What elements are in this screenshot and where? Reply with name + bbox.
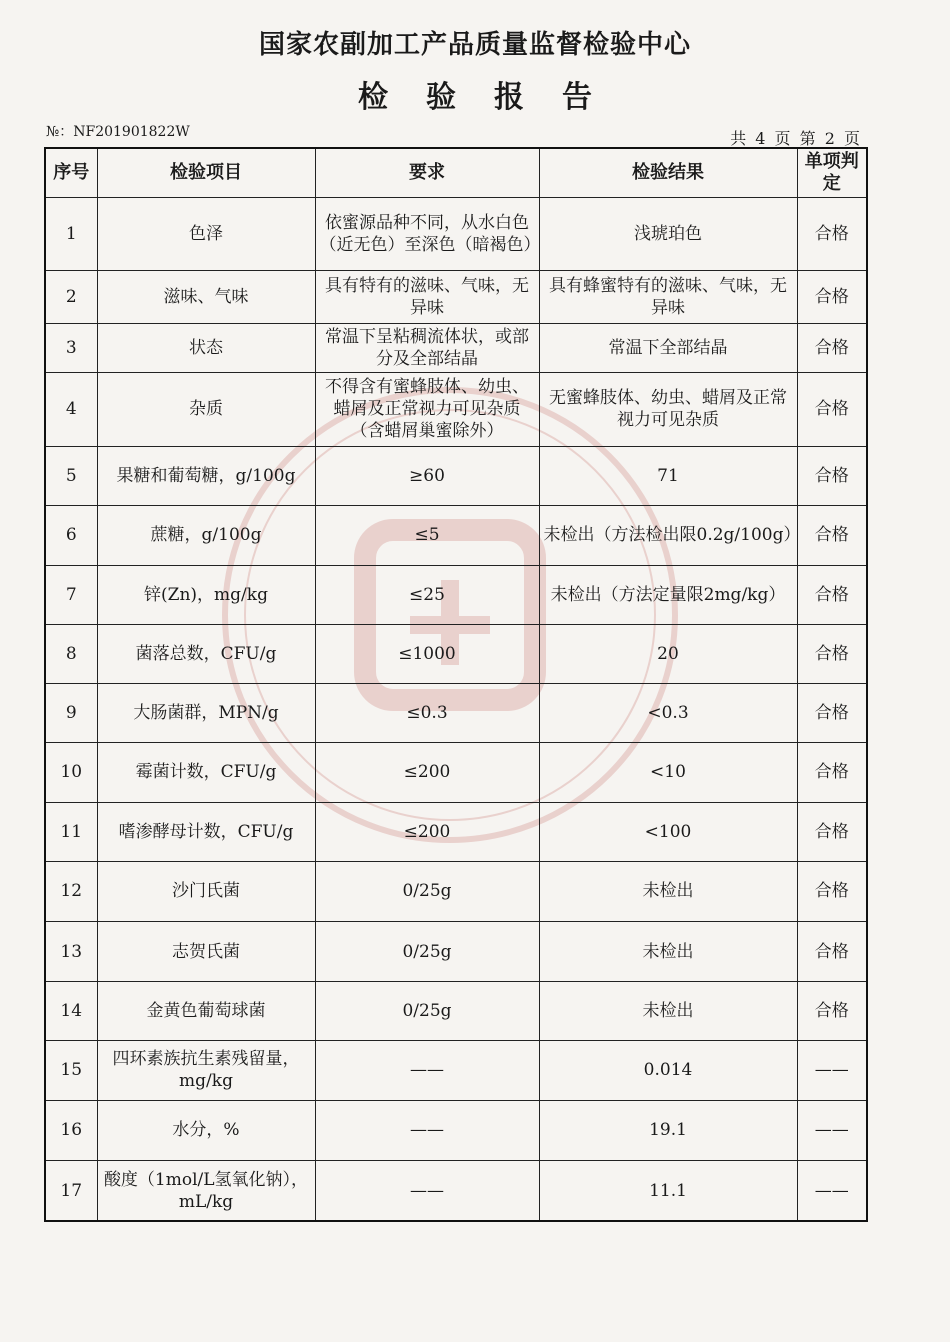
row-requirement: ≥60 bbox=[315, 447, 539, 506]
row-item: 杂质 bbox=[97, 372, 315, 446]
table-row bbox=[45, 565, 867, 624]
row-verdict: 合格 bbox=[797, 323, 867, 372]
row-item: 锌(Zn)，mg/kg bbox=[97, 565, 315, 624]
row-verdict: 合格 bbox=[797, 271, 867, 323]
row-result: 未检出 bbox=[539, 861, 797, 921]
row-verdict: 合格 bbox=[797, 198, 867, 271]
report-title: 检验报告 bbox=[358, 80, 630, 115]
inspection-results-table bbox=[44, 147, 868, 1222]
table-row bbox=[45, 447, 867, 506]
row-item: 沙门氏菌 bbox=[97, 861, 315, 921]
table-row bbox=[45, 1040, 867, 1100]
row-verdict: 合格 bbox=[797, 861, 867, 921]
row-seq: 10 bbox=[45, 743, 97, 802]
column-header-seq: 序号 bbox=[45, 148, 97, 198]
row-result: 无蜜蜂肢体、幼虫、蜡屑及正常视力可见杂质 bbox=[539, 372, 797, 446]
row-result: 20 bbox=[539, 624, 797, 683]
table-row bbox=[45, 802, 867, 861]
table-body bbox=[45, 198, 867, 1222]
row-seq: 15 bbox=[45, 1040, 97, 1100]
row-verdict: 合格 bbox=[797, 447, 867, 506]
row-item: 状态 bbox=[97, 323, 315, 372]
row-seq: 6 bbox=[45, 506, 97, 565]
row-verdict: 合格 bbox=[797, 506, 867, 565]
org-title: 国家农副加工产品质量监督检验中心 bbox=[258, 30, 691, 60]
page-indicator: 共 4 页 第 2 页 bbox=[730, 129, 862, 148]
row-result: 未检出（方法定量限2mg/kg） bbox=[539, 565, 797, 624]
table-row bbox=[45, 1100, 867, 1160]
row-requirement: 依蜜源品种不同，从水白色（近无色）至深色（暗褐色） bbox=[315, 198, 539, 271]
row-seq: 5 bbox=[45, 447, 97, 506]
row-item: 菌落总数，CFU/g bbox=[97, 624, 315, 683]
row-verdict: —— bbox=[797, 1040, 867, 1100]
row-requirement: 0/25g bbox=[315, 922, 539, 982]
table-row bbox=[45, 372, 867, 446]
report-number: №：NF201901822W bbox=[46, 124, 190, 140]
row-requirement: —— bbox=[315, 1161, 539, 1221]
table-row bbox=[45, 323, 867, 372]
row-requirement: 0/25g bbox=[315, 982, 539, 1040]
row-verdict: —— bbox=[797, 1161, 867, 1221]
row-item: 蔗糖，g/100g bbox=[97, 506, 315, 565]
row-result: 71 bbox=[539, 447, 797, 506]
table-row bbox=[45, 922, 867, 982]
row-item: 四环素族抗生素残留量，mg/kg bbox=[97, 1040, 315, 1100]
row-result: <100 bbox=[539, 802, 797, 861]
row-item: 色泽 bbox=[97, 198, 315, 271]
row-result: 未检出 bbox=[539, 982, 797, 1040]
row-result: 19.1 bbox=[539, 1100, 797, 1160]
row-seq: 8 bbox=[45, 624, 97, 683]
row-seq: 11 bbox=[45, 802, 97, 861]
table-row bbox=[45, 684, 867, 743]
row-verdict: 合格 bbox=[797, 624, 867, 683]
row-verdict: 合格 bbox=[797, 922, 867, 982]
row-requirement: 0/25g bbox=[315, 861, 539, 921]
row-seq: 1 bbox=[45, 198, 97, 271]
table-row bbox=[45, 743, 867, 802]
row-verdict: 合格 bbox=[797, 982, 867, 1040]
row-result: 11.1 bbox=[539, 1161, 797, 1221]
row-verdict: 合格 bbox=[797, 684, 867, 743]
row-result: 具有蜂蜜特有的滋味、气味，无异味 bbox=[539, 271, 797, 323]
row-seq: 12 bbox=[45, 861, 97, 921]
row-requirement: ≤5 bbox=[315, 506, 539, 565]
row-verdict: 合格 bbox=[797, 743, 867, 802]
row-seq: 2 bbox=[45, 271, 97, 323]
table-row bbox=[45, 982, 867, 1040]
table-row bbox=[45, 506, 867, 565]
row-seq: 7 bbox=[45, 565, 97, 624]
row-verdict: 合格 bbox=[797, 802, 867, 861]
row-result: <0.3 bbox=[539, 684, 797, 743]
column-header-requirement: 要求 bbox=[315, 148, 539, 198]
row-seq: 13 bbox=[45, 922, 97, 982]
row-requirement: —— bbox=[315, 1040, 539, 1100]
table-header-row bbox=[45, 148, 867, 198]
table-row bbox=[45, 1161, 867, 1221]
column-header-result: 检验结果 bbox=[539, 148, 797, 198]
row-seq: 14 bbox=[45, 982, 97, 1040]
column-header-verdict: 单项判定 bbox=[797, 148, 867, 198]
table-row bbox=[45, 624, 867, 683]
column-header-item: 检验项目 bbox=[97, 148, 315, 198]
row-requirement: ≤200 bbox=[315, 743, 539, 802]
row-result: 0.014 bbox=[539, 1040, 797, 1100]
row-result: 浅琥珀色 bbox=[539, 198, 797, 271]
row-item: 滋味、气味 bbox=[97, 271, 315, 323]
table-row bbox=[45, 861, 867, 921]
row-requirement: —— bbox=[315, 1100, 539, 1160]
row-item: 志贺氏菌 bbox=[97, 922, 315, 982]
row-requirement: ≤25 bbox=[315, 565, 539, 624]
row-result: 未检出（方法检出限0.2g/100g） bbox=[539, 506, 797, 565]
row-item: 金黄色葡萄球菌 bbox=[97, 982, 315, 1040]
row-item: 酸度（1mol/L氢氧化钠），mL/kg bbox=[97, 1161, 315, 1221]
row-requirement: ≤200 bbox=[315, 802, 539, 861]
row-item: 霉菌计数，CFU/g bbox=[97, 743, 315, 802]
row-seq: 17 bbox=[45, 1161, 97, 1221]
row-item: 大肠菌群，MPN/g bbox=[97, 684, 315, 743]
row-requirement: ≤1000 bbox=[315, 624, 539, 683]
table-row bbox=[45, 271, 867, 323]
row-seq: 16 bbox=[45, 1100, 97, 1160]
row-item: 嗜渗酵母计数，CFU/g bbox=[97, 802, 315, 861]
row-result: <10 bbox=[539, 743, 797, 802]
row-seq: 9 bbox=[45, 684, 97, 743]
row-item: 水分，% bbox=[97, 1100, 315, 1160]
table-row bbox=[45, 198, 867, 271]
row-result: 常温下全部结晶 bbox=[539, 323, 797, 372]
row-requirement: 常温下呈粘稠流体状，或部分及全部结晶 bbox=[315, 323, 539, 372]
row-verdict: 合格 bbox=[797, 565, 867, 624]
row-requirement: ≤0.3 bbox=[315, 684, 539, 743]
row-verdict: —— bbox=[797, 1100, 867, 1160]
row-seq: 3 bbox=[45, 323, 97, 372]
row-item: 果糖和葡萄糖，g/100g bbox=[97, 447, 315, 506]
row-requirement: 具有特有的滋味、气味，无异味 bbox=[315, 271, 539, 323]
row-requirement: 不得含有蜜蜂肢体、幼虫、蜡屑及正常视力可见杂质（含蜡屑巢蜜除外） bbox=[315, 372, 539, 446]
row-verdict: 合格 bbox=[797, 372, 867, 446]
row-seq: 4 bbox=[45, 372, 97, 446]
row-result: 未检出 bbox=[539, 922, 797, 982]
